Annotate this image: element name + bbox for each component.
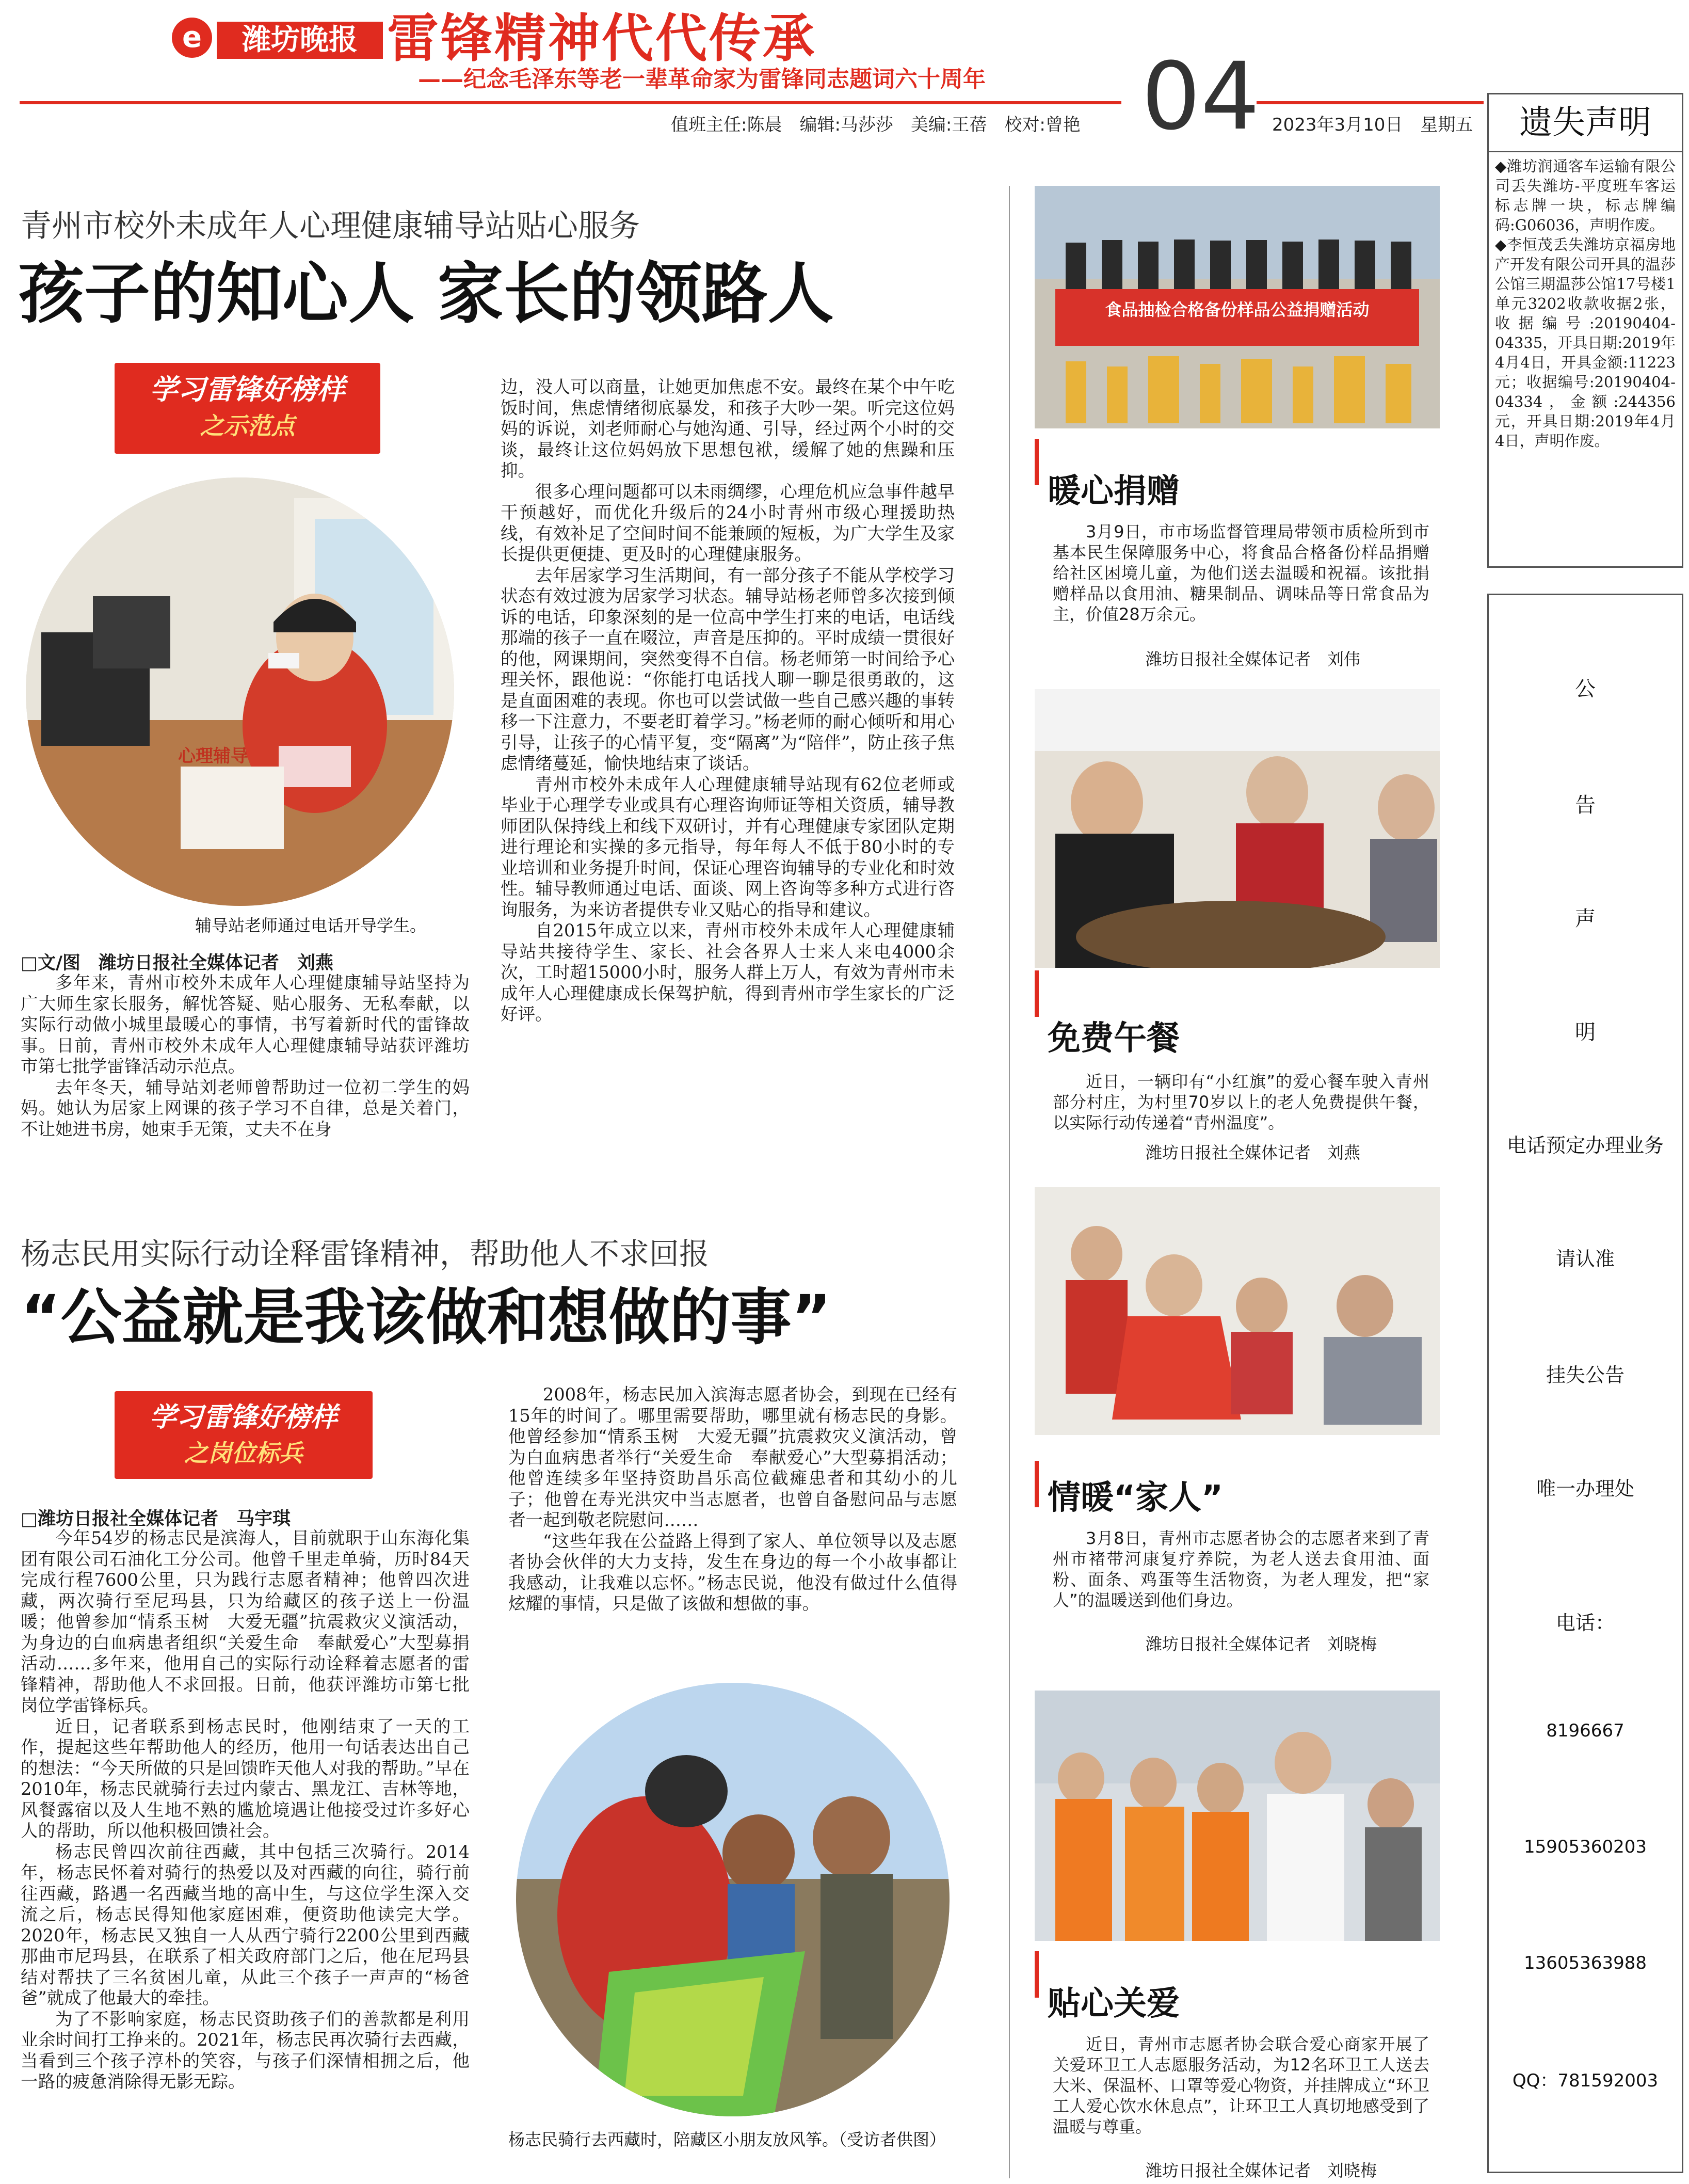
ad-line: 电话预定办理业务	[1506, 1134, 1664, 1157]
article1-byline: □文/图 潍坊日报社全媒体记者 刘燕	[21, 953, 333, 974]
column-divider	[1035, 1951, 1039, 1998]
badge-line1: 学习雷锋好榜样	[150, 373, 345, 406]
ad-char: 告	[1575, 793, 1596, 817]
paragraph: 青州市校外未成年人心理健康辅导站现有62位老师或毕业于心理学专业或具有心理咨询师证等相关资质，辅导教师团队保持线上和线下双研讨，并有心理健康专家团队定期进行理论和实操的多元指导，每年每人不低于80小时的专业培训和业务提升时间，保证心理咨询辅导的专业化和时效性。辅导教师通过电话、面谈、网上咨询等多种方式进行咨询服务，为来访者提供专业又贴心的指导和建议。	[501, 774, 955, 920]
ad-qq: QQ：781592003	[1512, 2070, 1659, 2091]
brief3-byline: 潍坊日报社全媒体记者 刘晓梅	[1146, 1634, 1377, 1654]
column-divider	[1009, 186, 1010, 2178]
haircut-photo-illustration	[1035, 1187, 1440, 1435]
column-divider	[1035, 1461, 1039, 1507]
announcement-ad	[1487, 594, 1683, 2173]
ad-line: 唯一办理处	[1536, 1477, 1634, 1500]
lost-notice-item: ◆李恒茂丢失潍坊京福房地产开发有限公司开具的温莎公馆三期温莎公馆17号楼1单元3202收款收据2张，收据编号:20190404-04335，开具日期:2019年4月4日，开具金额:11223元；收据编号:20190404-04334，金额:244356元，开具日期:2019年4月4日，声明作废。	[1495, 236, 1676, 450]
paragraph: “这些年我在公益路上得到了家人、单位领导以及志愿者协会伙伴的大力支持，发生在身边的每一个小故事都让我感动，让我难以忘怀。”杨志民说，他没有做过什么值得炫耀的事情，只是做了该做和想做的事。	[508, 1531, 957, 1614]
article2-column1	[21, 1528, 470, 2093]
article1-badge	[115, 363, 380, 454]
brief1-title: 暖心捐赠	[1048, 472, 1180, 511]
ad-line: 挂失公告	[1546, 1364, 1624, 1386]
article2-byline: □潍坊日报社全媒体记者 马宇琪	[21, 1509, 291, 1529]
paragraph: 边，没人可以商量，让她更加焦虑不安。最终在某个中午吃饭时间，焦虑情绪彻底暴发，和孩子大吵一架。听完这位妈妈的诉说，刘老师耐心与她沟通、引导，经过两个小时的交谈，最终让这位妈妈放下思想包袱，缓解了她的焦躁和压抑。	[501, 377, 955, 481]
article2-column2	[508, 1384, 957, 1615]
brief3-body: 3月8日，青州市志愿者协会的志愿者来到了青州市褚带河康复疗养院，为老人送去食用油、面粉、面条、鸡蛋等生活物资，为老人理发，把“家人”的温暖送到他们身边。	[1053, 1528, 1429, 1610]
paragraph: 自2015年成立以来，青州市校外未成年人心理健康辅导站共接待学生、家长、社会各界人士来人来电4000余次，工时超15000小时，服务人群上万人，有效为青州市未成年人心理健康成长保驾护航，得到青州市学生家长的广泛好评。	[501, 920, 955, 1024]
brief1-byline: 潍坊日报社全媒体记者 刘伟	[1146, 649, 1361, 669]
paper-name: 潍坊晚报	[217, 22, 383, 59]
lost-notice-items	[1489, 152, 1682, 455]
ad-char: 明	[1575, 1021, 1596, 1044]
masthead-rule	[20, 101, 1121, 104]
brief1-body: 3月9日，市市场监督管理局带领市质检所到市基本民生保障服务中心，将食品合格备份样品捐赠给社区困境儿童，为他们送去温暖和祝福。该批捐赠样品以食用油、糖果制品、调味品等日常食品为主，价值28万余元。	[1053, 522, 1429, 624]
paragraph: 去年冬天，辅导站刘老师曾帮助过一位初二学生的妈妈。她认为居家上网课的孩子学习不自律，总是关着门，不让她进书房，她束手无策，丈夫不在身	[21, 1077, 470, 1139]
photo-sign: 心理辅导	[178, 746, 248, 767]
lost-notice-item: ◆潍坊润通客车运输有限公司丢失潍坊-平度班车客运标志牌一块，标志牌编码:G06036，声明作废。	[1495, 157, 1676, 234]
donation-banner-text: 食品抽检合格备份样品公益捐赠活动	[1105, 300, 1370, 320]
ad-char: 公	[1575, 677, 1596, 701]
article1-column1	[21, 973, 470, 1140]
brief2-photo	[1035, 689, 1440, 968]
editors-line: 值班主任:陈晨 编辑:马莎莎 美编:王蓓 校对:曾艳	[671, 115, 1081, 135]
article1-photo-caption: 辅导站老师通过电话开导学生。	[195, 916, 427, 935]
issue-date: 2023年3月10日 星期五	[1272, 115, 1473, 135]
paragraph: 为了不影响家庭，杨志民资助孩子们的善款都是利用业余时间打工挣来的。2021年，杨志民再次骑行去西藏，当看到三个孩子淳朴的笑容，与孩子们深情相拥之后，他一路的疲惫消除得无影无踪。	[21, 2008, 470, 2092]
badge-line2: 之岗位标兵	[184, 1439, 303, 1467]
brief2-byline: 潍坊日报社全媒体记者 刘燕	[1146, 1143, 1361, 1162]
brief2-title: 免费午餐	[1048, 1019, 1180, 1058]
article2-photo-caption: 杨志民骑行去西藏时，陪藏区小朋友放风筝。（受访者供图）	[508, 2130, 946, 2149]
counselor-photo-illustration	[26, 477, 454, 906]
article2-kicker: 杨志民用实际行动诠释雷锋精神，帮助他人不求回报	[21, 1236, 710, 1271]
paragraph: 很多心理问题都可以未雨绸缪，心理危机应急事件越早干预越好，而优化升级后的24小时青州市级心理援助热线，有效补足了空间时间不能兼顾的短板，为广大学生及家长提供更便捷、更及时的心理健康服务。	[501, 481, 955, 564]
brief1-photo	[1035, 186, 1440, 428]
brief2-body: 近日，一辆印有“小红旗”的爱心餐车驶入青州部分村庄，为村里70岁以上的老人免费提供午餐，以实际行动传递着“青州温度”。	[1053, 1072, 1429, 1133]
brief4-photo	[1035, 1691, 1440, 1941]
article1-kicker: 青州市校外未成年人心理健康辅导站贴心服务	[21, 208, 640, 244]
ad-phone: 15905360203	[1524, 1837, 1647, 1857]
sanitation-photo-illustration	[1035, 1691, 1440, 1941]
article1-column2	[501, 377, 955, 1025]
lost-notice-title: 遗失声明	[1489, 94, 1682, 152]
ad-line: 请认准	[1555, 1248, 1615, 1270]
article2-title: “公益就是我该做和想做的事”	[21, 1282, 832, 1353]
column-divider	[1035, 970, 1039, 1017]
logo-mark: e	[172, 18, 212, 58]
article2-badge	[115, 1391, 373, 1479]
ad-char: 声	[1575, 907, 1596, 931]
paragraph: 2008年，杨志民加入滨海志愿者协会，到现在已经有15年的时间了。哪里需要帮助，哪里就有杨志民的身影。他曾经参加“情系玉树 大爱无疆”抗震救灾义演活动，曾为白血病患者举行“关爱生命 奉献爱心”大型募捐活动；他曾连续多年坚持资助昌乐高位截瘫患者和其幼小的儿子；他曾在寿光洪灾中当志愿者，也曾自备慰问品与志愿者一起到敬老院慰问……	[508, 1384, 957, 1530]
brief3-photo	[1035, 1187, 1440, 1435]
article2-photo	[516, 1683, 950, 2116]
brief4-byline: 潍坊日报社全媒体记者 刘晓梅	[1146, 2161, 1377, 2180]
paragraph: 近日，记者联系到杨志民时，他刚结束了一天的工作，提起这些年帮助他人的经历，他用一句话表达出自己的想法：“今天所做的只是回馈昨天他人对我的帮助。”早在2010年，杨志民就骑行去过内蒙古、黑龙江、吉林等地，风餐露宿以及人生地不熟的尴尬境遇让他接受过许多好心人的帮助，所以他积极回馈社会。	[21, 1716, 470, 1841]
masthead-rule-right	[1257, 101, 1484, 104]
page-headline: 雷锋精神代代传承	[387, 8, 816, 69]
paragraph: 杨志民曾四次前往西藏，其中包括三次骑行。2014年，杨志民怀着对骑行的热爱以及对西藏的向往，骑行前往西藏，路遇一名西藏当地的高中生，与这位学生深入交流之后，杨志民得知他家庭困难，便资助他读完大学。2020年，杨志民又独自一人从西宁骑行2200公里到西藏那曲市尼玛县，在联系了相关政府部门之后，他在尼玛县结对帮扶了三名贫困儿童，从此三个孩子一声声的“杨爸爸”就成了他最大的牵挂。	[21, 1841, 470, 2008]
ad-phone: 13605363988	[1524, 1953, 1647, 1973]
lunch-photo-illustration	[1035, 689, 1440, 968]
paragraph: 去年居家学习生活期间，有一部分孩子不能从学校学习状态有效过渡为居家学习状态。辅导站杨老师曾多次接到倾诉的电话，印象深刻的是一位高中学生打来的电话，电话线那端的孩子一直在啜泣，声音是压抑的。平时成绩一贯很好的他，网课期间，突然变得不自信。杨老师第一时间给予心理关怀，跟他说：“你能打电话找人聊一聊是很勇敢的，这是直面困难的表现。你也可以尝试做一些自己感兴趣的事转移一下注意力，不要老盯着学习。”杨老师的耐心倾听和用心引导，让孩子的心情平复，变“隔离”为“陪伴”，防止孩子焦虑情绪蔓延，愉快地结束了谈话。	[501, 565, 955, 773]
lost-notice-box	[1487, 93, 1683, 568]
ad-line: 电话：	[1555, 1612, 1615, 1634]
badge-line2: 之示范点	[200, 412, 295, 440]
column-divider	[1035, 439, 1039, 485]
ad-phone: 8196667	[1546, 1720, 1624, 1741]
brief4-body: 近日，青州市志愿者协会联合爱心商家开展了关爱环卫工人志愿服务活动，为12名环卫工人送去大米、保温杯、口罩等爱心物资，并挂牌成立“环卫工人爱心饮水休息点”，让环卫工人真切地感受到了温暖与尊重。	[1053, 2034, 1429, 2137]
brief4-title: 贴心关爱	[1048, 1985, 1180, 2023]
paragraph: 今年54岁的杨志民是滨海人，目前就职于山东海化集团有限公司石油化工分公司。他曾千里走单骑，历时84天完成行程7600公里，只为践行志愿者精神；他曾四次进藏，两次骑行至尼玛县，只为给藏区的孩子送上一份温暖；他曾参加“情系玉树 大爱无疆”抗震救灾义演活动，为身边的白血病患者组织“关爱生命 奉献爱心”大型募捐活动……多年来，他用自己的实际行动诠释着志愿者的雷锋精神，帮助他人不求回报。日前，他获评潍坊市第七批岗位学雷锋标兵。	[21, 1528, 470, 1715]
page-number: 04	[1141, 43, 1260, 151]
badge-line1: 学习雷锋好榜样	[149, 1402, 337, 1433]
article1-photo	[26, 477, 454, 906]
article1-title: 孩子的知心人 家长的领路人	[18, 256, 834, 332]
brief3-title: 情暖“家人”	[1048, 1479, 1224, 1517]
kite-photo-illustration	[516, 1683, 950, 2116]
page-subheadline: ——纪念毛泽东等老一辈革命家为雷锋同志题词六十周年	[418, 66, 986, 92]
paragraph: 多年来，青州市校外未成年人心理健康辅导站坚持为广大师生家长服务，解忧答疑、贴心服务、无私奉献，以实际行动做小城里最暖心的事情，书写着新时代的雷锋故事。日前，青州市校外未成年人心理健康辅导站获评潍坊市第七批学雷锋活动示范点。	[21, 973, 470, 1076]
